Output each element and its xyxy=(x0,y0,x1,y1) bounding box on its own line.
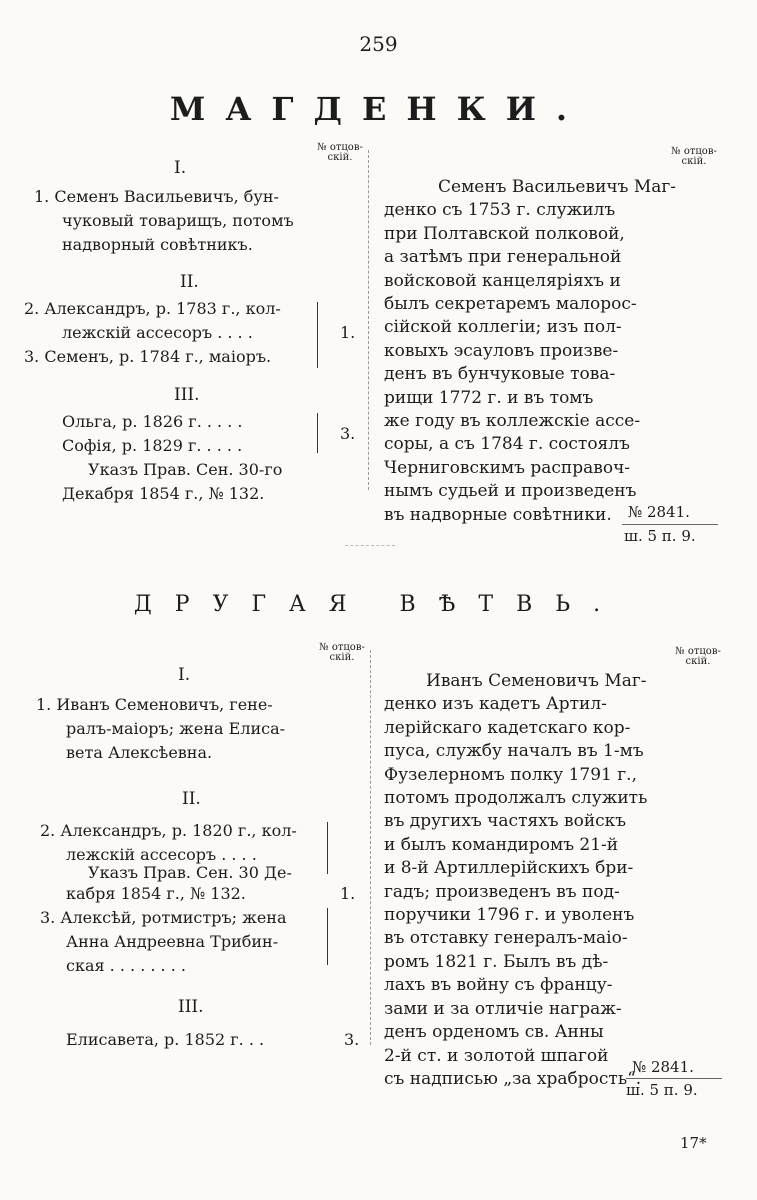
generation-2-label: II. xyxy=(182,789,201,809)
entry-line: 2. Александръ, р. 1820 г., кол- xyxy=(40,821,297,840)
archive-number: № 2841. xyxy=(632,1058,694,1076)
biography-line: и 8-й Артиллерійскихъ бри- xyxy=(384,858,634,879)
father-number: 1. xyxy=(340,884,356,903)
biography-line: же году въ коллежскіе ассе- xyxy=(384,411,641,432)
biography-line: а затѣмъ при генеральной xyxy=(384,247,622,268)
entry-line: Елисавета, р. 1852 г. . . xyxy=(66,1030,265,1049)
ref-divider xyxy=(626,1078,722,1079)
father-column-header-line-2: скій. xyxy=(685,656,711,667)
entry-line: 2. Александръ, р. 1783 г., кол- xyxy=(24,299,281,318)
biography-line: войсковой канцеляріяхъ и xyxy=(384,270,621,291)
biography-line: и былъ командиромъ 21-й xyxy=(384,834,619,855)
bracket xyxy=(327,822,328,874)
biography-line: рищи 1772 г. и въ томъ xyxy=(384,387,594,408)
biography-line: Фузелерномъ полку 1791 г., xyxy=(384,764,637,785)
entry-line: ралъ-маіоръ; жена Елиса- xyxy=(66,719,286,738)
entry-line: чуковый товарищъ, потомъ xyxy=(62,211,294,230)
biography-line: гадъ; произведенъ въ под- xyxy=(384,881,620,902)
father-column-header-right xyxy=(668,647,728,667)
biography-line: пуса, службу началъ въ 1-мъ xyxy=(384,741,644,762)
biography-line: Черниговскимъ расправоч- xyxy=(384,457,631,478)
father-number: 1. xyxy=(340,323,356,342)
father-column-header xyxy=(310,143,370,163)
entry-line: 3. Семенъ, р. 1784 г., маіоръ. xyxy=(24,347,272,366)
biography-line: поручики 1796 г. и уволенъ xyxy=(384,905,635,926)
biography-line: денко съ 1753 г. служилъ xyxy=(384,200,616,221)
archive-location: ш. 5 п. 9. xyxy=(624,527,696,545)
ref-divider xyxy=(622,524,718,525)
biography-line: лахъ въ войну съ францу- xyxy=(384,975,613,996)
entry-line: вета Алексѣевна. xyxy=(66,743,213,762)
father-column-header xyxy=(312,643,372,663)
biography-text xyxy=(384,670,647,1091)
father-column-header-line-2: скій. xyxy=(329,652,355,663)
bracket xyxy=(327,908,328,965)
father-column-header-right xyxy=(664,147,724,167)
father-column-header-line-2: скій. xyxy=(327,152,353,163)
entry-line: Анна Андреевна Трибин- xyxy=(66,932,279,951)
father-column-header-line-1: № отцов- xyxy=(319,642,365,653)
biography-line: нымъ судьей и произведенъ xyxy=(384,481,637,502)
father-column-header-line-1: № отцов- xyxy=(675,646,721,657)
biography-line: Иванъ Семеновичъ Маг- xyxy=(426,671,647,691)
biography-text xyxy=(384,176,676,527)
entry-line: Указъ Прав. Сен. 30-го xyxy=(88,460,283,479)
generation-1-label: I. xyxy=(174,158,187,178)
column-divider xyxy=(370,650,371,1045)
entry-line: 1. Иванъ Семеновичъ, гене- xyxy=(36,695,273,714)
biography-line: съ надписью „за храбрость“. xyxy=(384,1068,642,1089)
biography-line: зами и за отличіе награж- xyxy=(384,998,622,1019)
entry-line: ская . . . . . . . . xyxy=(66,956,186,975)
biography-line: ковыхъ эсауловъ произве- xyxy=(384,340,619,361)
biography-line: лерійскаго кадетскаго кор- xyxy=(384,717,631,738)
entry-line: 3. Алексѣй, ротмистръ; жена xyxy=(40,908,287,927)
biography-line: сійской коллегіи; изъ пол- xyxy=(384,317,622,338)
generation-3-label: III. xyxy=(178,997,204,1017)
generation-1-label: I. xyxy=(178,665,191,685)
entry-line: 1. Семенъ Васильевичъ, бун- xyxy=(34,187,279,206)
father-column-header-line-1: № отцов- xyxy=(317,142,363,153)
entry-line: Ольга, р. 1826 г. . . . . xyxy=(62,412,243,431)
biography-line: соры, а съ 1784 г. состоялъ xyxy=(384,434,630,455)
biography-line: денко изъ кадетъ Артил- xyxy=(384,694,607,715)
page-title: МАГДЕНКИ. xyxy=(169,90,588,128)
entry-line: Софія, р. 1829 г. . . . . xyxy=(62,436,243,455)
entry-line: кабря 1854 г., № 132. xyxy=(66,884,246,903)
section-divider xyxy=(345,545,395,546)
generation-3-label: III. xyxy=(174,385,200,405)
biography-line: въ другихъ частяхъ войскъ xyxy=(384,811,627,832)
biography-line: былъ секретаремъ малорос- xyxy=(384,294,637,315)
page-number: 259 xyxy=(359,32,398,56)
archive-number: № 2841. xyxy=(628,503,690,521)
entry-line: лежскій ассесоръ . . . . xyxy=(66,845,257,864)
entry-line: Декабря 1854 г., № 132. xyxy=(62,484,265,503)
biography-line: въ отставку генералъ-маіо- xyxy=(384,928,628,949)
father-column-header-line-1: № отцов- xyxy=(671,146,717,157)
biography-line: потомъ продолжалъ служить xyxy=(384,788,648,809)
signature-mark: 17* xyxy=(680,1134,707,1152)
biography-line: денъ орденомъ св. Анны xyxy=(384,1022,604,1043)
archive-location: ш. 5 п. 9. xyxy=(626,1081,698,1099)
biography-line: денъ въ бунчуковые това- xyxy=(384,364,616,385)
column-divider xyxy=(368,150,369,490)
entry-line: лежскій ассесоръ . . . . xyxy=(62,323,253,342)
father-number: 3. xyxy=(340,424,356,443)
entry-line: Указъ Прав. Сен. 30 Де- xyxy=(88,863,292,882)
generation-2-label: II. xyxy=(180,272,199,292)
branch-title: ДРУГАЯ ВѢТВЬ. xyxy=(133,592,624,617)
biography-line: 2-й ст. и золотой шпагой xyxy=(384,1045,609,1066)
entry-line: надворный совѣтникъ. xyxy=(62,235,253,254)
father-number: 3. xyxy=(344,1030,360,1049)
biography-line: ромъ 1821 г. Былъ въ дѣ- xyxy=(384,951,609,972)
father-column-header-line-2: скій. xyxy=(681,156,707,167)
bracket xyxy=(317,302,318,368)
biography-line: Семенъ Васильевичъ Маг- xyxy=(438,177,677,197)
biography-line: въ надворные совѣтники. xyxy=(384,504,612,525)
biography-line: при Полтавской полковой, xyxy=(384,223,625,244)
bracket xyxy=(317,413,318,453)
